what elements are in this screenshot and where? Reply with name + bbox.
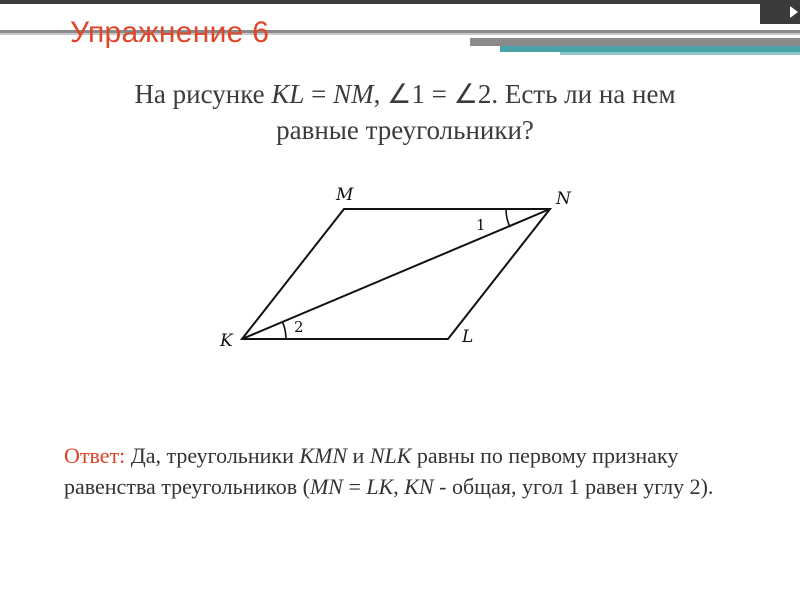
- slide-title: Упражнение 6: [70, 16, 270, 49]
- parallelogram-diagram: [200, 172, 600, 362]
- answer-part-2: и: [347, 443, 370, 468]
- question-part-2: ,: [373, 79, 388, 109]
- question-part-4: 2. Есть ли на нем: [477, 79, 676, 109]
- question-line-2: равные треугольники?: [276, 115, 534, 145]
- angle-label-2: 2: [294, 318, 304, 336]
- answer-label: Ответ:: [64, 443, 126, 468]
- equals-sign: =: [304, 79, 334, 109]
- segment-lk: LK: [366, 474, 394, 499]
- question-text: [60, 76, 750, 148]
- question-part-1: На рисунке: [134, 79, 272, 109]
- answer-part-1: Да, треугольники: [125, 443, 300, 468]
- segment-nm: NM: [333, 79, 374, 109]
- angle-symbol-icon: ∠: [453, 79, 478, 109]
- answer-part-4: =: [342, 474, 367, 499]
- answer-part-6: - общая, угол 1 равен углу 2).: [433, 474, 714, 499]
- question-line-1: [60, 76, 750, 112]
- vertex-label-l: L: [462, 327, 474, 347]
- vertex-label-k: K: [220, 331, 233, 351]
- triangle-nlk: NLK: [369, 443, 412, 468]
- segment-mn: MN: [309, 474, 343, 499]
- angle-arc-2: [283, 322, 287, 339]
- angle-label-1: 1: [476, 216, 486, 234]
- vertex-label-n: N: [556, 189, 571, 209]
- question-part-3: 1 =: [411, 79, 454, 109]
- diagonal-kn: [242, 209, 550, 339]
- angle-arc-1: [506, 209, 510, 226]
- answer-part-5: ,: [393, 474, 405, 499]
- vertex-label-m: M: [336, 185, 354, 205]
- answer-part-3: равны по первому признаку равенства треугольников (: [64, 443, 679, 499]
- segment-kn: KN: [404, 474, 434, 499]
- triangle-kmn: KMN: [299, 443, 348, 468]
- angle-symbol-icon: ∠: [387, 79, 412, 109]
- segment-kl: KL: [271, 79, 305, 109]
- answer-text: [64, 440, 744, 502]
